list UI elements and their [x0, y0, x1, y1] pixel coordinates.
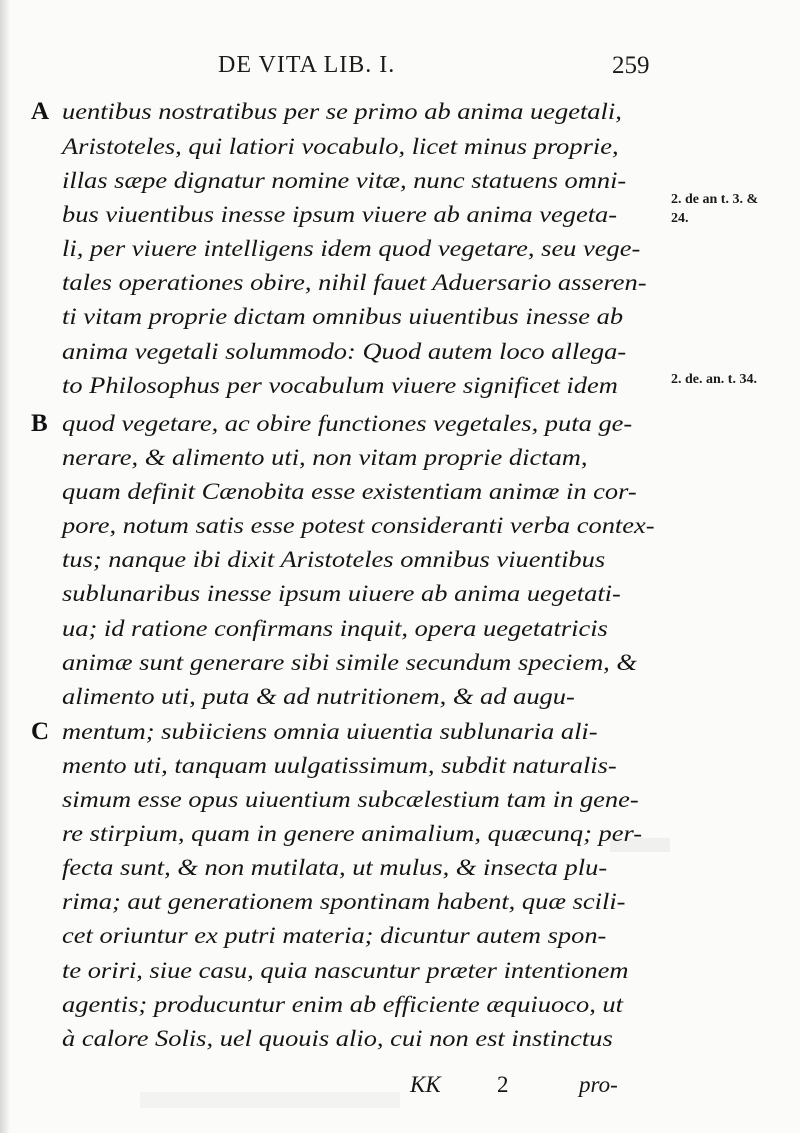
text-line: ti vitam proprie dictam omnibus uiuentibus inesse ab: [62, 304, 624, 329]
text-line: anima vegetali solummodo: Quod autem loco allega-: [62, 339, 627, 364]
text-line: tus; nanque ibi dixit Aristoteles omnibus viuentibus: [62, 547, 606, 572]
text-line: sublunaribus inesse ipsum uiuere ab anima uegetati-: [62, 581, 621, 606]
text-line: rima; aut generationem spontinam habent, quæ scili-: [62, 889, 626, 914]
text-line: quam definit Cænobita esse existentiam animæ in cor-: [62, 479, 637, 504]
text-line: nerare, & alimento uti, non vitam proprie dictam,: [62, 445, 588, 470]
text-line: tales operationes obire, nihil fauet Aduersario asseren-: [62, 270, 647, 295]
section-marker-c: C: [31, 718, 50, 745]
page-gutter-shadow: [0, 0, 10, 1133]
text-line: te oriri, siue casu, quia nascuntur præter intentionem: [62, 958, 629, 983]
text-line: animæ sunt generare sibi simile secundum speciem, &: [62, 650, 637, 675]
page-number: 259: [612, 52, 650, 79]
text-line: alimento uti, puta & ad nutritionem, & ad augu-: [62, 684, 575, 709]
text-line: à calore Solis, uel quouis alio, cui non est instinctus: [62, 1026, 613, 1051]
text-line: to Philosophus per vocabulum viuere significet idem: [62, 373, 618, 398]
bleed-through-shadow: [140, 1092, 400, 1108]
section-marker-a: A: [31, 98, 50, 125]
text-line: fecta sunt, & non mutilata, ut mulus, & insecta plu-: [62, 855, 608, 880]
text-line: ua; id ratione confirmans inquit, opera uegetatricis: [62, 616, 608, 641]
text-line: mento uti, tanquam uulgatissimum, subdit naturalis-: [62, 753, 617, 778]
text-line: quod vegetare, ac obire functiones vegetales, puta ge-: [62, 411, 633, 436]
section-marker-b: B: [31, 410, 48, 437]
text-line: Aristoteles, qui latiori vocabulo, licet minus proprie,: [62, 134, 619, 159]
signature-number: 2: [497, 1072, 509, 1097]
text-line: uentibus nostratibus per se primo ab anima uegetali,: [62, 99, 622, 124]
running-title: DE VITA LIB. I.: [218, 52, 396, 78]
text-line: re stirpium, quam in genere animalium, quæcunq; per-: [62, 821, 643, 846]
text-line: pore, notum satis esse potest consideranti verba contex-: [62, 513, 655, 538]
text-line: li, per viuere intelligens idem quod vegetare, seu vege-: [62, 236, 641, 261]
text-line: bus viuentibus inesse ipsum viuere ab anima vegeta-: [62, 202, 618, 227]
margin-note: 24.: [671, 211, 689, 226]
text-line: illas sæpe dignatur nomine vitæ, nunc statuens omni-: [62, 168, 627, 193]
text-line: agentis; producuntur enim ab efficiente æquiuoco, ut: [62, 992, 624, 1017]
margin-note: 2. de an t. 3. &: [671, 192, 759, 207]
catchword: pro-: [579, 1072, 618, 1097]
text-line: mentum; subiiciens omnia uiuentia sublunaria ali-: [62, 719, 598, 744]
margin-note: 2. de. an. t. 34.: [671, 372, 757, 387]
text-line: simum esse opus uiuentium subcælestium tam in gene-: [62, 787, 639, 812]
signature-mark: KK: [410, 1072, 441, 1097]
text-line: cet oriuntur ex putri materia; dicuntur autem spon-: [62, 923, 607, 948]
